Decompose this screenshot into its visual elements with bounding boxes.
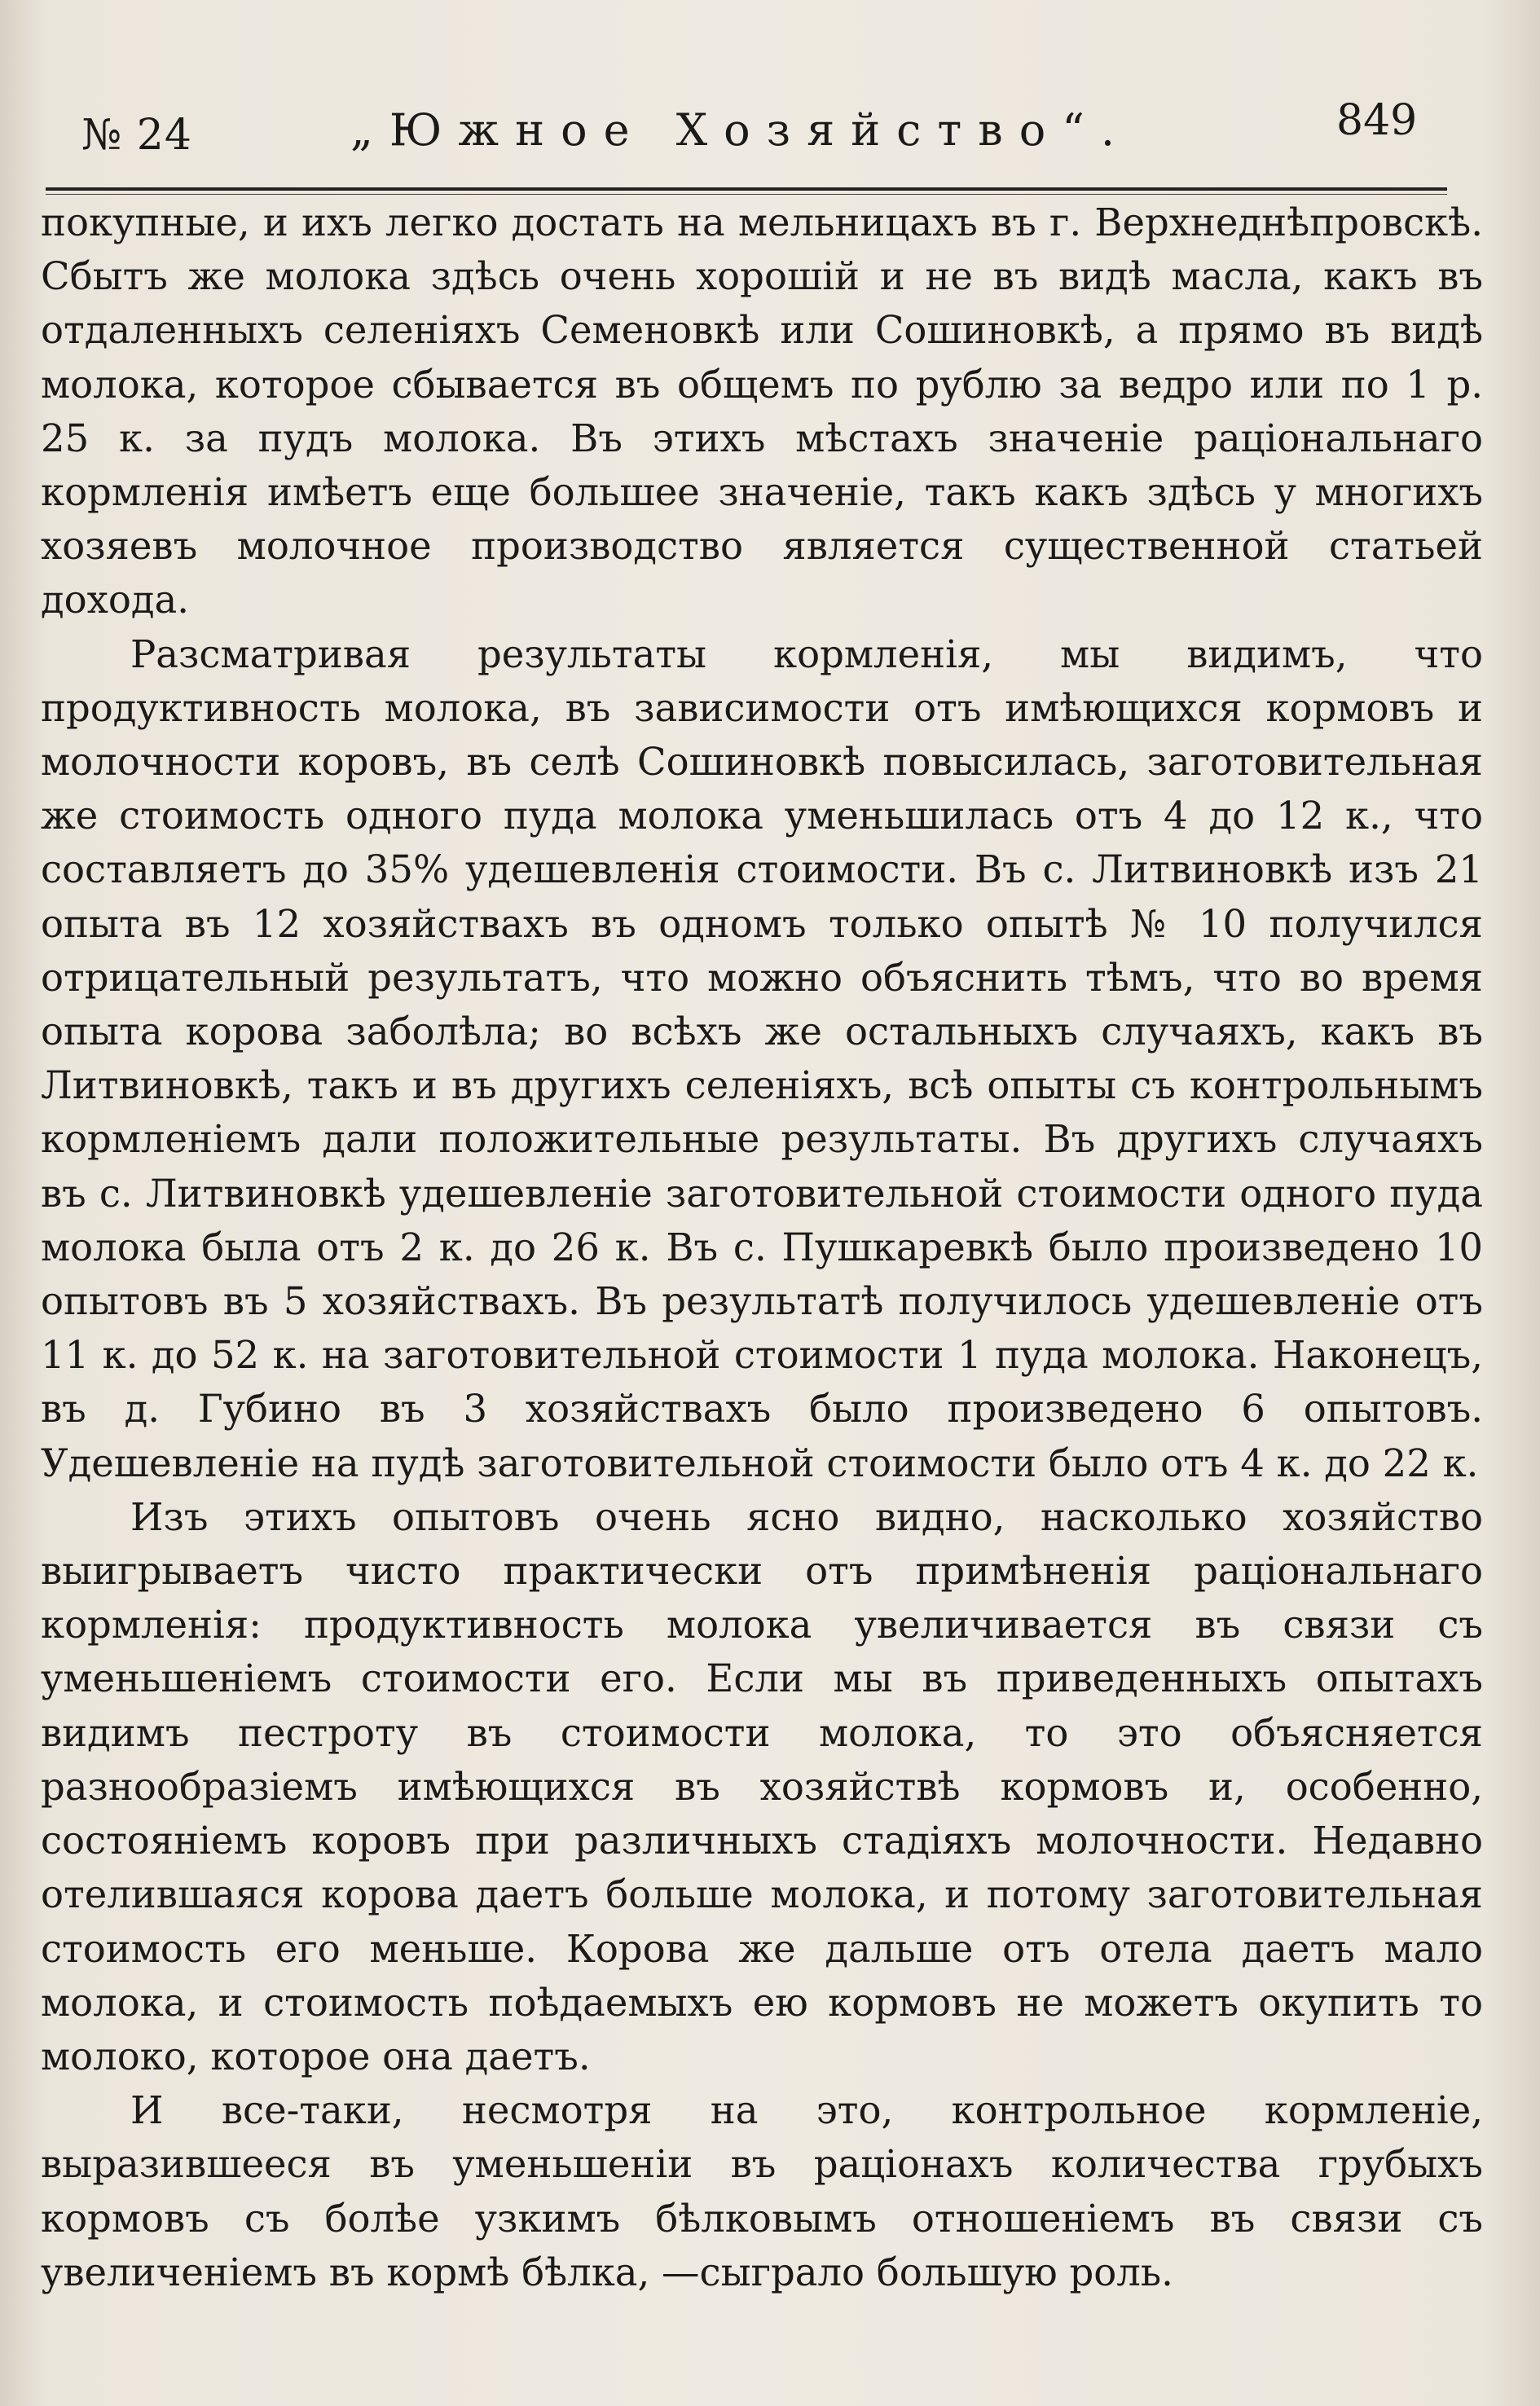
- journal-title: „Южное Хозяйство“.: [350, 104, 1131, 156]
- paragraph-1: покупные, и ихъ легко достать на мельницахъ въ г. Верхнеднѣпровскѣ. Сбытъ же молока здѣсь очень хорошій и не въ видѣ масла, какъ въ отдаленныхъ селеніяхъ Семеновкѣ или Сошиновкѣ, а прямо въ видѣ молока, которое сбывается въ общемъ по рублю за ведро или по 1 р. 25 к. за пудъ молока. Въ этихъ мѣстахъ значеніе раціональнаго кормленія имѣетъ еще большее значеніе, такъ какъ здѣсь у многихъ хозяевъ молочное производство является существенной статьей дохода.: [41, 200, 1483, 622]
- paragraph-3: Изъ этихъ опытовъ очень ясно видно, насколько хозяйство выигрываетъ чисто практически отъ примѣненія раціональнаго кормленія: продуктивность молока увеличивается въ связи съ уменьшеніемъ стоимости его. Если мы въ приведенныхъ опытахъ видимъ пестроту въ стоимости молока, то это объясняется разнообразіемъ имѣющихся въ хозяйствѣ кормовъ и, особенно, состояніемъ коровъ при различныхъ стадіяхъ молочности. Недавно отелившаяся корова даетъ больше молока, и потому заготовительная стоимость его меньше. Корова же дальше отъ отела даетъ мало молока, и стоимость поѣдаемыхъ ею кормовъ не можетъ окупить то молоко, которое она даетъ.: [41, 1494, 1483, 2078]
- header-rule-thin: [46, 194, 1447, 195]
- running-header: [81, 96, 1418, 161]
- header-rule: [46, 187, 1447, 191]
- paragraph-2: Разсматривая результаты кормленія, мы видимъ, что продуктивность молока, въ зависимости отъ имѣющихся кормовъ и молочности коровъ, въ селѣ Сошиновкѣ повысилась, заготовительная же стоимость одного пуда молока уменьшилась отъ 4 до 12 к., что составляетъ до 35% удешевленія стоимости. Въ с. Литвиновкѣ изъ 21 опыта въ 12 хозяйствахъ въ одномъ только опытѣ № 10 получился отрицательный результатъ, что можно объяснить тѣмъ, что во время опыта корова заболѣла; во всѣхъ же остальныхъ случаяхъ, какъ въ Литвиновкѣ, такъ и въ другихъ селеніяхъ, всѣ опыты съ контрольнымъ кормленіемъ дали положительные результаты. Въ другихъ случаяхъ въ с. Литвиновкѣ удешевленіе заготовительной стоимости одного пуда молока была отъ 2 к. до 26 к. Въ с. Пушкаревкѣ было произведено 10 опытовъ въ 5 хозяйствахъ. Въ результатѣ получилось удешевленіе отъ 11 к. до 52 к. на заготовительной стоимости 1 пуда молока. Наконецъ, въ д. Губино въ 3 хозяйствахъ было произведено 6 опытовъ. Удешевленіе на пудѣ заготовительной стоимости было отъ 4 к. до 22 к.: [41, 631, 1483, 1485]
- issue-number: № 24: [81, 111, 192, 160]
- paragraph-4: И все-таки, несмотря на это, контрольное кормленіе, выразившееся въ уменьшеніи въ раціонахъ количества грубыхъ кормовъ съ болѣе узкимъ бѣлковымъ отношеніемъ въ связи съ увеличеніемъ въ кормѣ бѣлка, —сыграло большую роль.: [41, 2088, 1483, 2294]
- body-text: [41, 196, 1483, 2299]
- page-number: 849: [1336, 96, 1418, 145]
